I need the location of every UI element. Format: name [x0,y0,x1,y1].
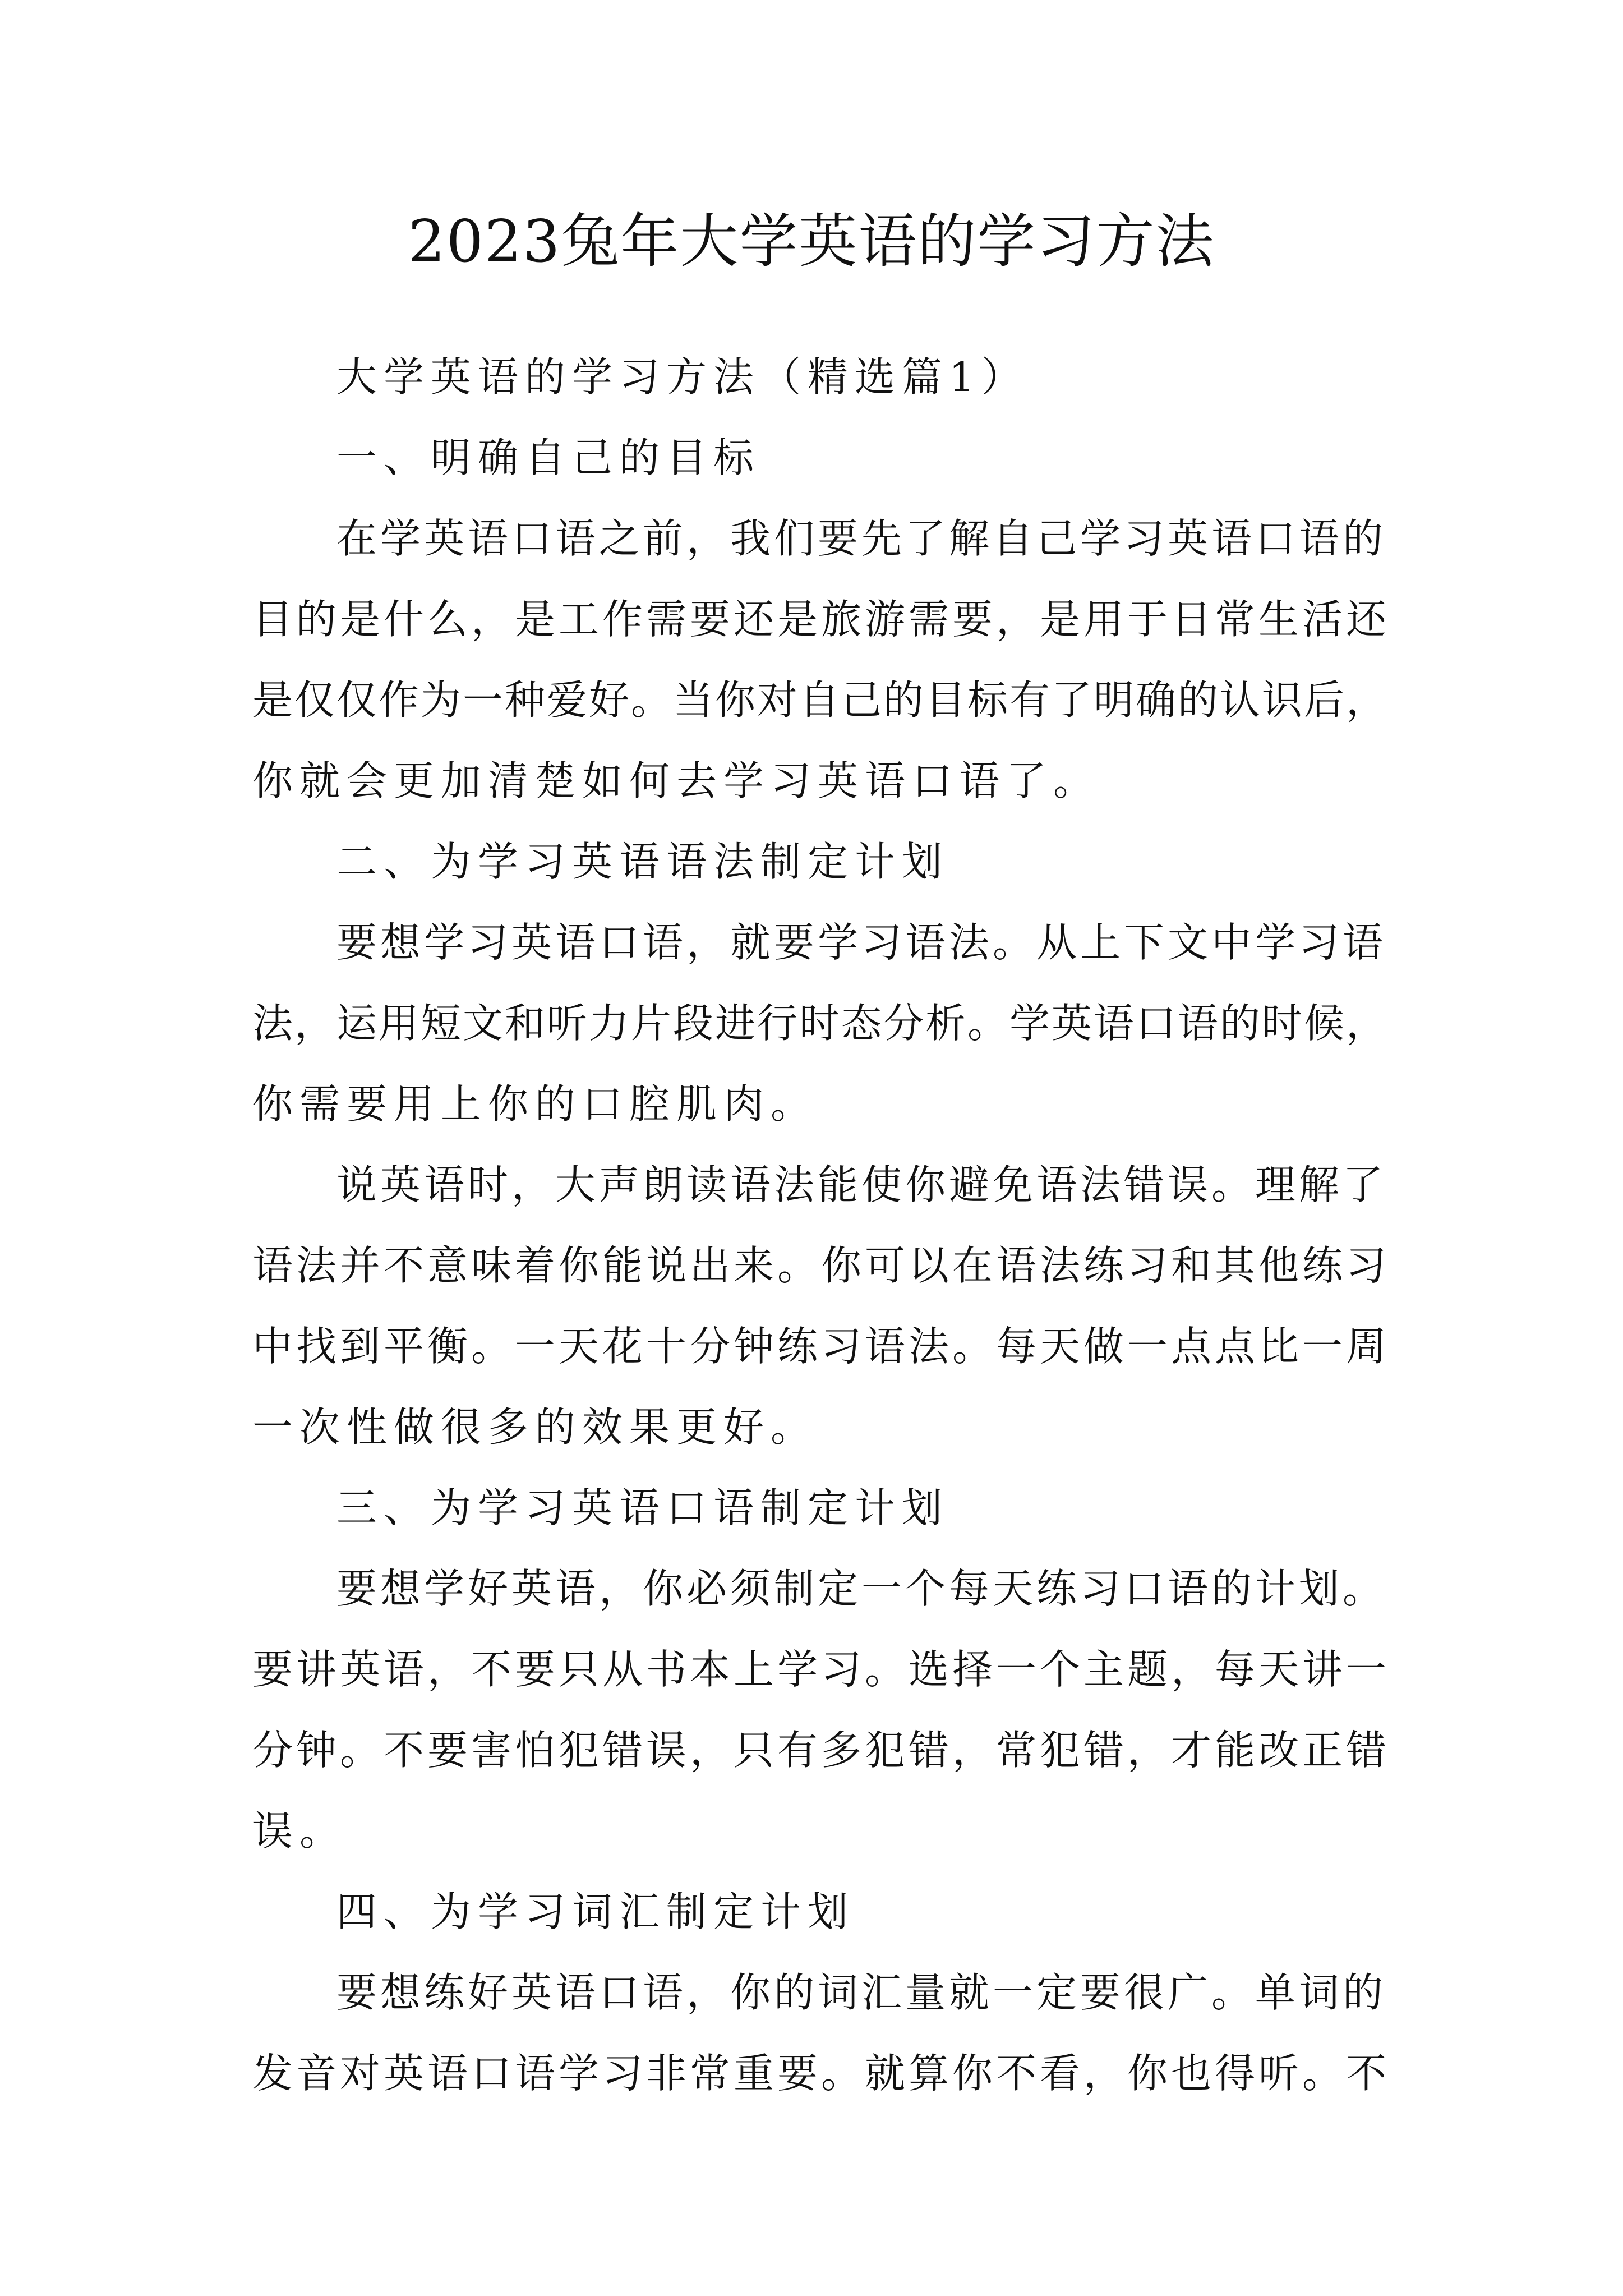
text-line: 在学英语口语之前，我们要先了解自己学习英语口语的 [336,515,1387,562]
text-line: 大学英语的学习方法（精选篇1） [336,353,1029,401]
text-line: 要想练好英语口语，你的词汇量就一定要很广。单词的 [336,1969,1387,2016]
text-line: 语法并不意味着你能说出来。你可以在语法练习和其他练习 [252,1242,1390,1289]
document-body [252,337,1391,2114]
text-line: 发音对英语口语学习非常重要。就算你不看，你也得听。不 [252,2050,1390,2097]
text-line: 一、明确自己的目标 [336,434,761,481]
text-line: 说英语时，大声朗读语法能使你避免语法错误。理解了 [336,1161,1387,1208]
text-line: 三、为学习英语口语制定计划 [336,1484,949,1531]
text-line: 二、为学习英语语法制定计划 [336,838,949,885]
text-line: 目的是什么，是工作需要还是旅游需要，是用于日常生活还 [252,596,1390,643]
document-title: 2023兔年大学英语的学习方法 [408,207,1215,275]
text-line: 四、为学习词汇制定计划 [336,1888,855,1935]
text-line: 要讲英语，不要只从书本上学习。选择一个主题，每天讲一 [252,1646,1390,1693]
text-line: 中找到平衡。一天花十分钟练习语法。每天做一点点比一周 [252,1323,1390,1370]
text-line: 分钟。不要害怕犯错误，只有多犯错，常犯错，才能改正错 [252,1727,1390,1774]
text-line: 要想学习英语口语，就要学习语法。从上下文中学习语 [336,919,1387,966]
text-line: 要想学好英语，你必须制定一个每天练习口语的计划。 [336,1565,1387,1612]
text-line: 误。 [252,1807,347,1855]
text-line: 是仅仅作为一种爱好。当你对自己的目标有了明确的认识后， [252,677,1389,724]
text-line: 你就会更加清楚如何去学习英语口语了。 [252,757,1101,804]
text-line: 一次性做很多的效果更好。 [252,1404,818,1451]
text-line: 法，运用短文和听力片段进行时态分析。学英语口语的时候， [252,1000,1389,1047]
text-line: 你需要用上你的口腔肌肉。 [252,1080,818,1128]
